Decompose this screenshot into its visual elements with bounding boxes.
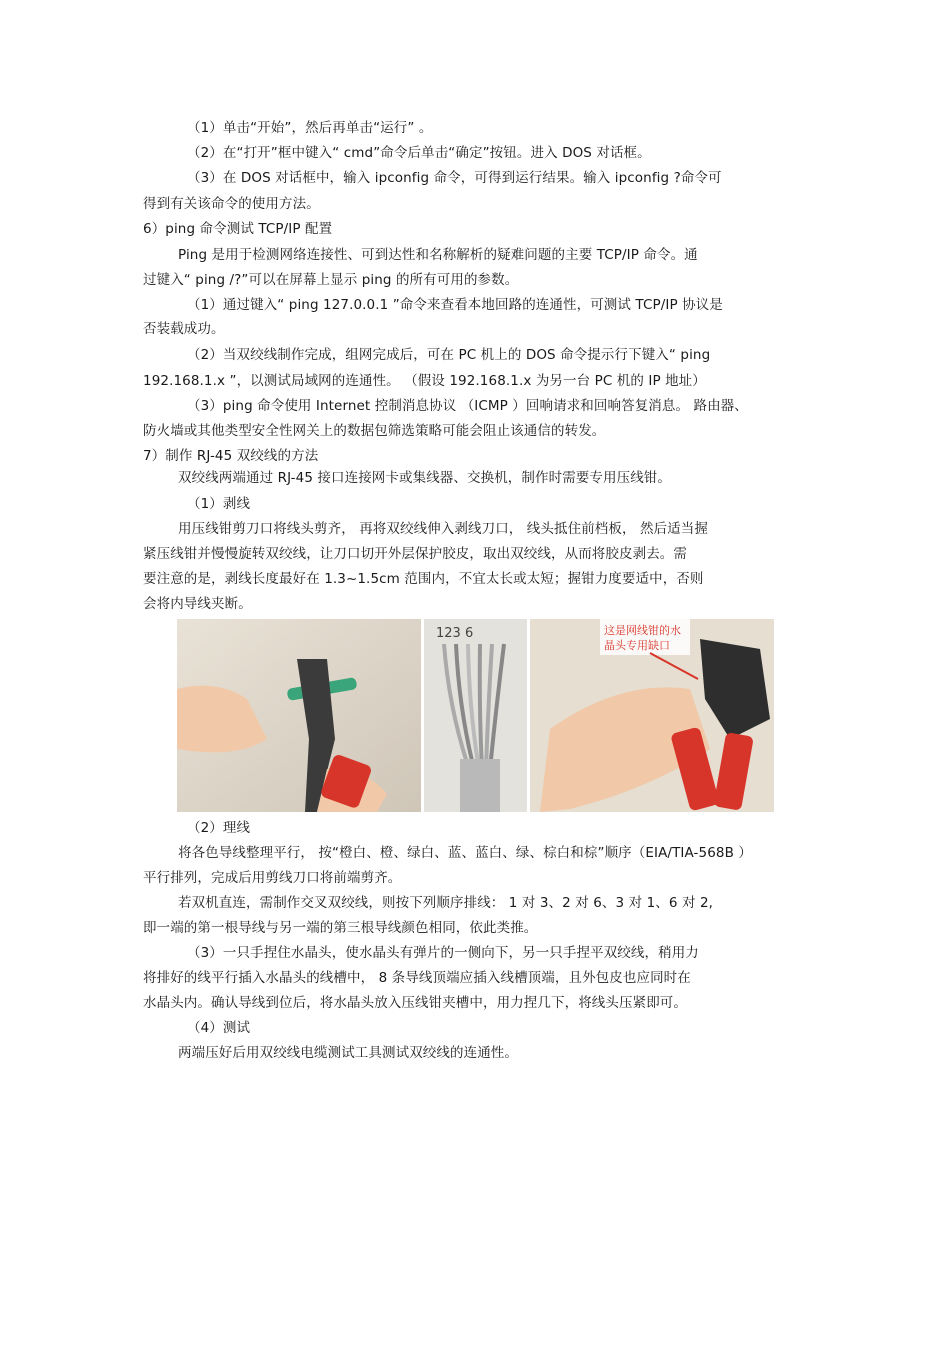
crimp-note: 晶头专用缺口	[604, 639, 670, 652]
text-line: 否装载成功。	[143, 321, 225, 337]
text-line: （3）在 DOS 对话框中，输入 ipconfig 命令，可得到运行结果。输入 ipconfig ?命令可	[187, 170, 722, 186]
text-line: 过键入“ ping /?”可以在屏幕上显示 ping 的所有可用的参数。	[143, 272, 519, 288]
text-line: （3）一只手捏住水晶头，使水晶头有弹片的一侧向下，另一只手捏平双绞线，稍用力	[187, 945, 699, 961]
wire-number-label: 123 6	[436, 626, 474, 641]
text-line: Ping 是用于检测网络连接性、可到达性和名称解析的疑难问题的主要 TCP/IP 命令。通	[178, 247, 698, 263]
text-line: 紧压线钳并慢慢旋转双绞线，让刀口切开外层保护胶皮，取出双绞线，从而将胶皮剥去。需	[143, 546, 687, 562]
text-line: （3）ping 命令使用 Internet 控制消息协议 （ICMP ）回响请求和回响答复消息。 路由器、	[187, 398, 748, 414]
crimping-photo	[530, 619, 774, 812]
text-line: （1）通过键入“ ping 127.0.0.1 ”命令来查看本地回路的连通性，可测试 TCP/IP 协议是	[187, 297, 723, 313]
text-line: 得到有关该命令的使用方法。	[143, 196, 320, 212]
text-line: 双绞线两端通过 RJ-45 接口连接网卡或集线器、交换机，制作时需要专用压线钳。	[178, 470, 672, 486]
sub-heading: （4）测试	[187, 1020, 251, 1036]
sub-heading: （1）剥线	[187, 496, 251, 512]
text-line: 192.168.1.x ”，以测试局域网的连通性。 （假设 192.168.1.x 为另一台 PC 机的 IP 地址）	[143, 373, 706, 389]
text-line: （2）当双绞线制作完成，组网完成后，可在 PC 机上的 DOS 命令提示行下键入“ ping	[187, 347, 711, 363]
text-line: 用压线钳剪刀口将线头剪齐， 再将双绞线伸入剥线刀口， 线头抵住前档板， 然后适当握	[178, 521, 708, 537]
sub-heading: （2）理线	[187, 820, 251, 836]
crimp-note: 这是网线钳的水	[604, 624, 681, 637]
text-line: 即一端的第一根导线与另一端的第三根导线颜色相同，依此类推。	[143, 920, 538, 936]
stripping-photo	[177, 619, 421, 812]
text-line: 将排好的线平行插入水晶头的线槽中， 8 条导线顶端应插入线槽顶端，且外包皮也应同时在	[143, 970, 691, 986]
text-line: 若双机直连，需制作交叉双绞线，则按下列顺序排线： 1 对 3、2 对 6、3 对 1、6 对 2,	[178, 895, 714, 911]
text-line: 将各色导线整理平行， 按“橙白、橙、绿白、蓝、蓝白、绿、棕白和棕”顺序（EIA/TIA-568B ）	[178, 845, 752, 861]
section-heading: 6）ping 命令测试 TCP/IP 配置	[143, 221, 333, 237]
text-line: 水晶头内。确认导线到位后，将水晶头放入压线钳夹槽中，用力捏几下，将线头压紧即可。	[143, 995, 687, 1011]
text-line: 两端压好后用双绞线电缆测试工具测试双绞线的连通性。	[178, 1045, 518, 1061]
text-line: （2）在“打开”框中键入“ cmd”命令后单击“确定”按钮。进入 DOS 对话框。	[187, 145, 651, 161]
text-line: （1）单击“开始”，然后再单击“运行” 。	[187, 120, 433, 136]
text-line: 要注意的是，剥线长度最好在 1.3~1.5cm 范围内，不宜太长或太短；握钳力度要适中，否则	[143, 571, 704, 587]
text-line: 平行排列，完成后用剪线刀口将前端剪齐。	[143, 870, 402, 886]
wire-order-photo	[424, 619, 527, 812]
text-line: 防火墙或其他类型安全性网关上的数据包筛选策略可能会阻止该通信的转发。	[143, 423, 606, 439]
text-line: 会将内导线夹断。	[143, 596, 252, 612]
section-heading: 7）制作 RJ-45 双绞线的方法	[143, 448, 319, 464]
